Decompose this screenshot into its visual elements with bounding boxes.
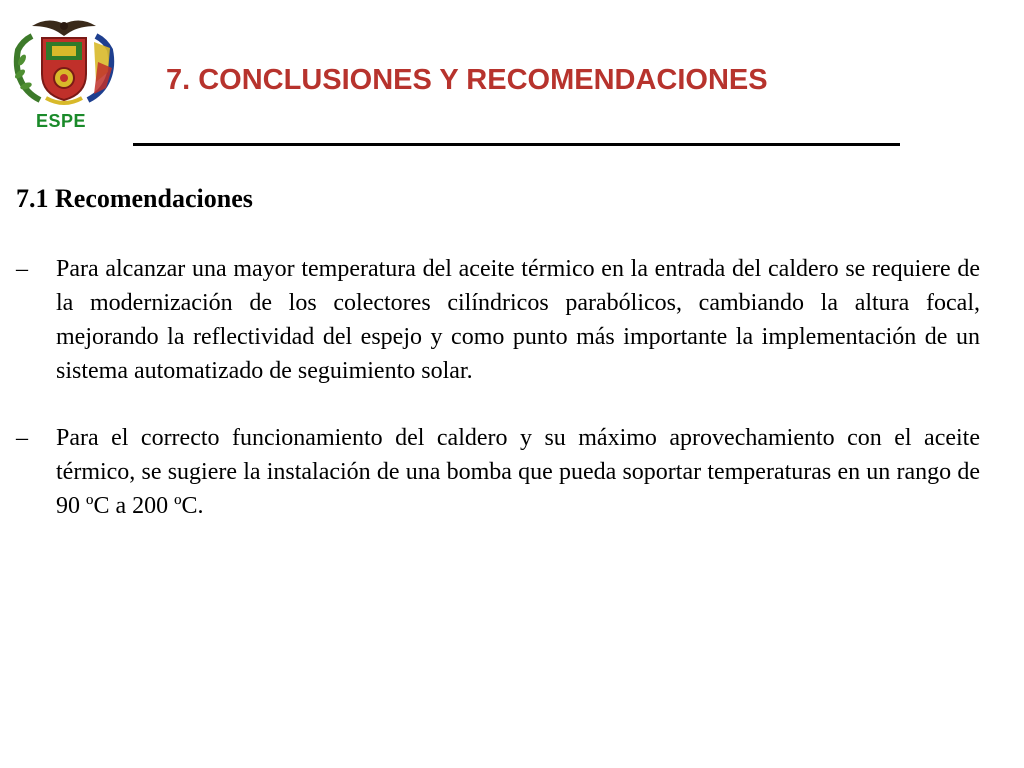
bullet-dash-icon: – [16,256,28,282]
title-divider [133,143,900,146]
recommendations-list [16,252,980,556]
section-heading: 7.1 Recomendaciones [16,184,253,213]
espe-coat-of-arms-icon [10,12,118,108]
list-item-text: Para alcanzar una mayor temperatura del aceite térmico en la entrada del caldero se requiere de la modernización de los colectores cilíndricos parabólicos, cambiando la altura focal, mejorando la reflectividad del espejo y como punto más importante la implementación de un sistema automatizado de seguimiento solar. [56,256,980,384]
list-item [16,421,980,523]
slide-title: 7. CONCLUSIONES Y RECOMENDACIONES [166,64,768,96]
bullet-dash-icon: – [16,425,28,451]
logo-caption: ESPE [36,111,87,131]
list-item [16,252,980,388]
list-item-text: Para el correcto funcionamiento del caldero y su máximo aprovechamiento con el aceite térmico, se sugiere la instalación de una bomba que pueda soportar temperaturas en un rango de 90 ºC a 200 ºC. [56,425,980,519]
